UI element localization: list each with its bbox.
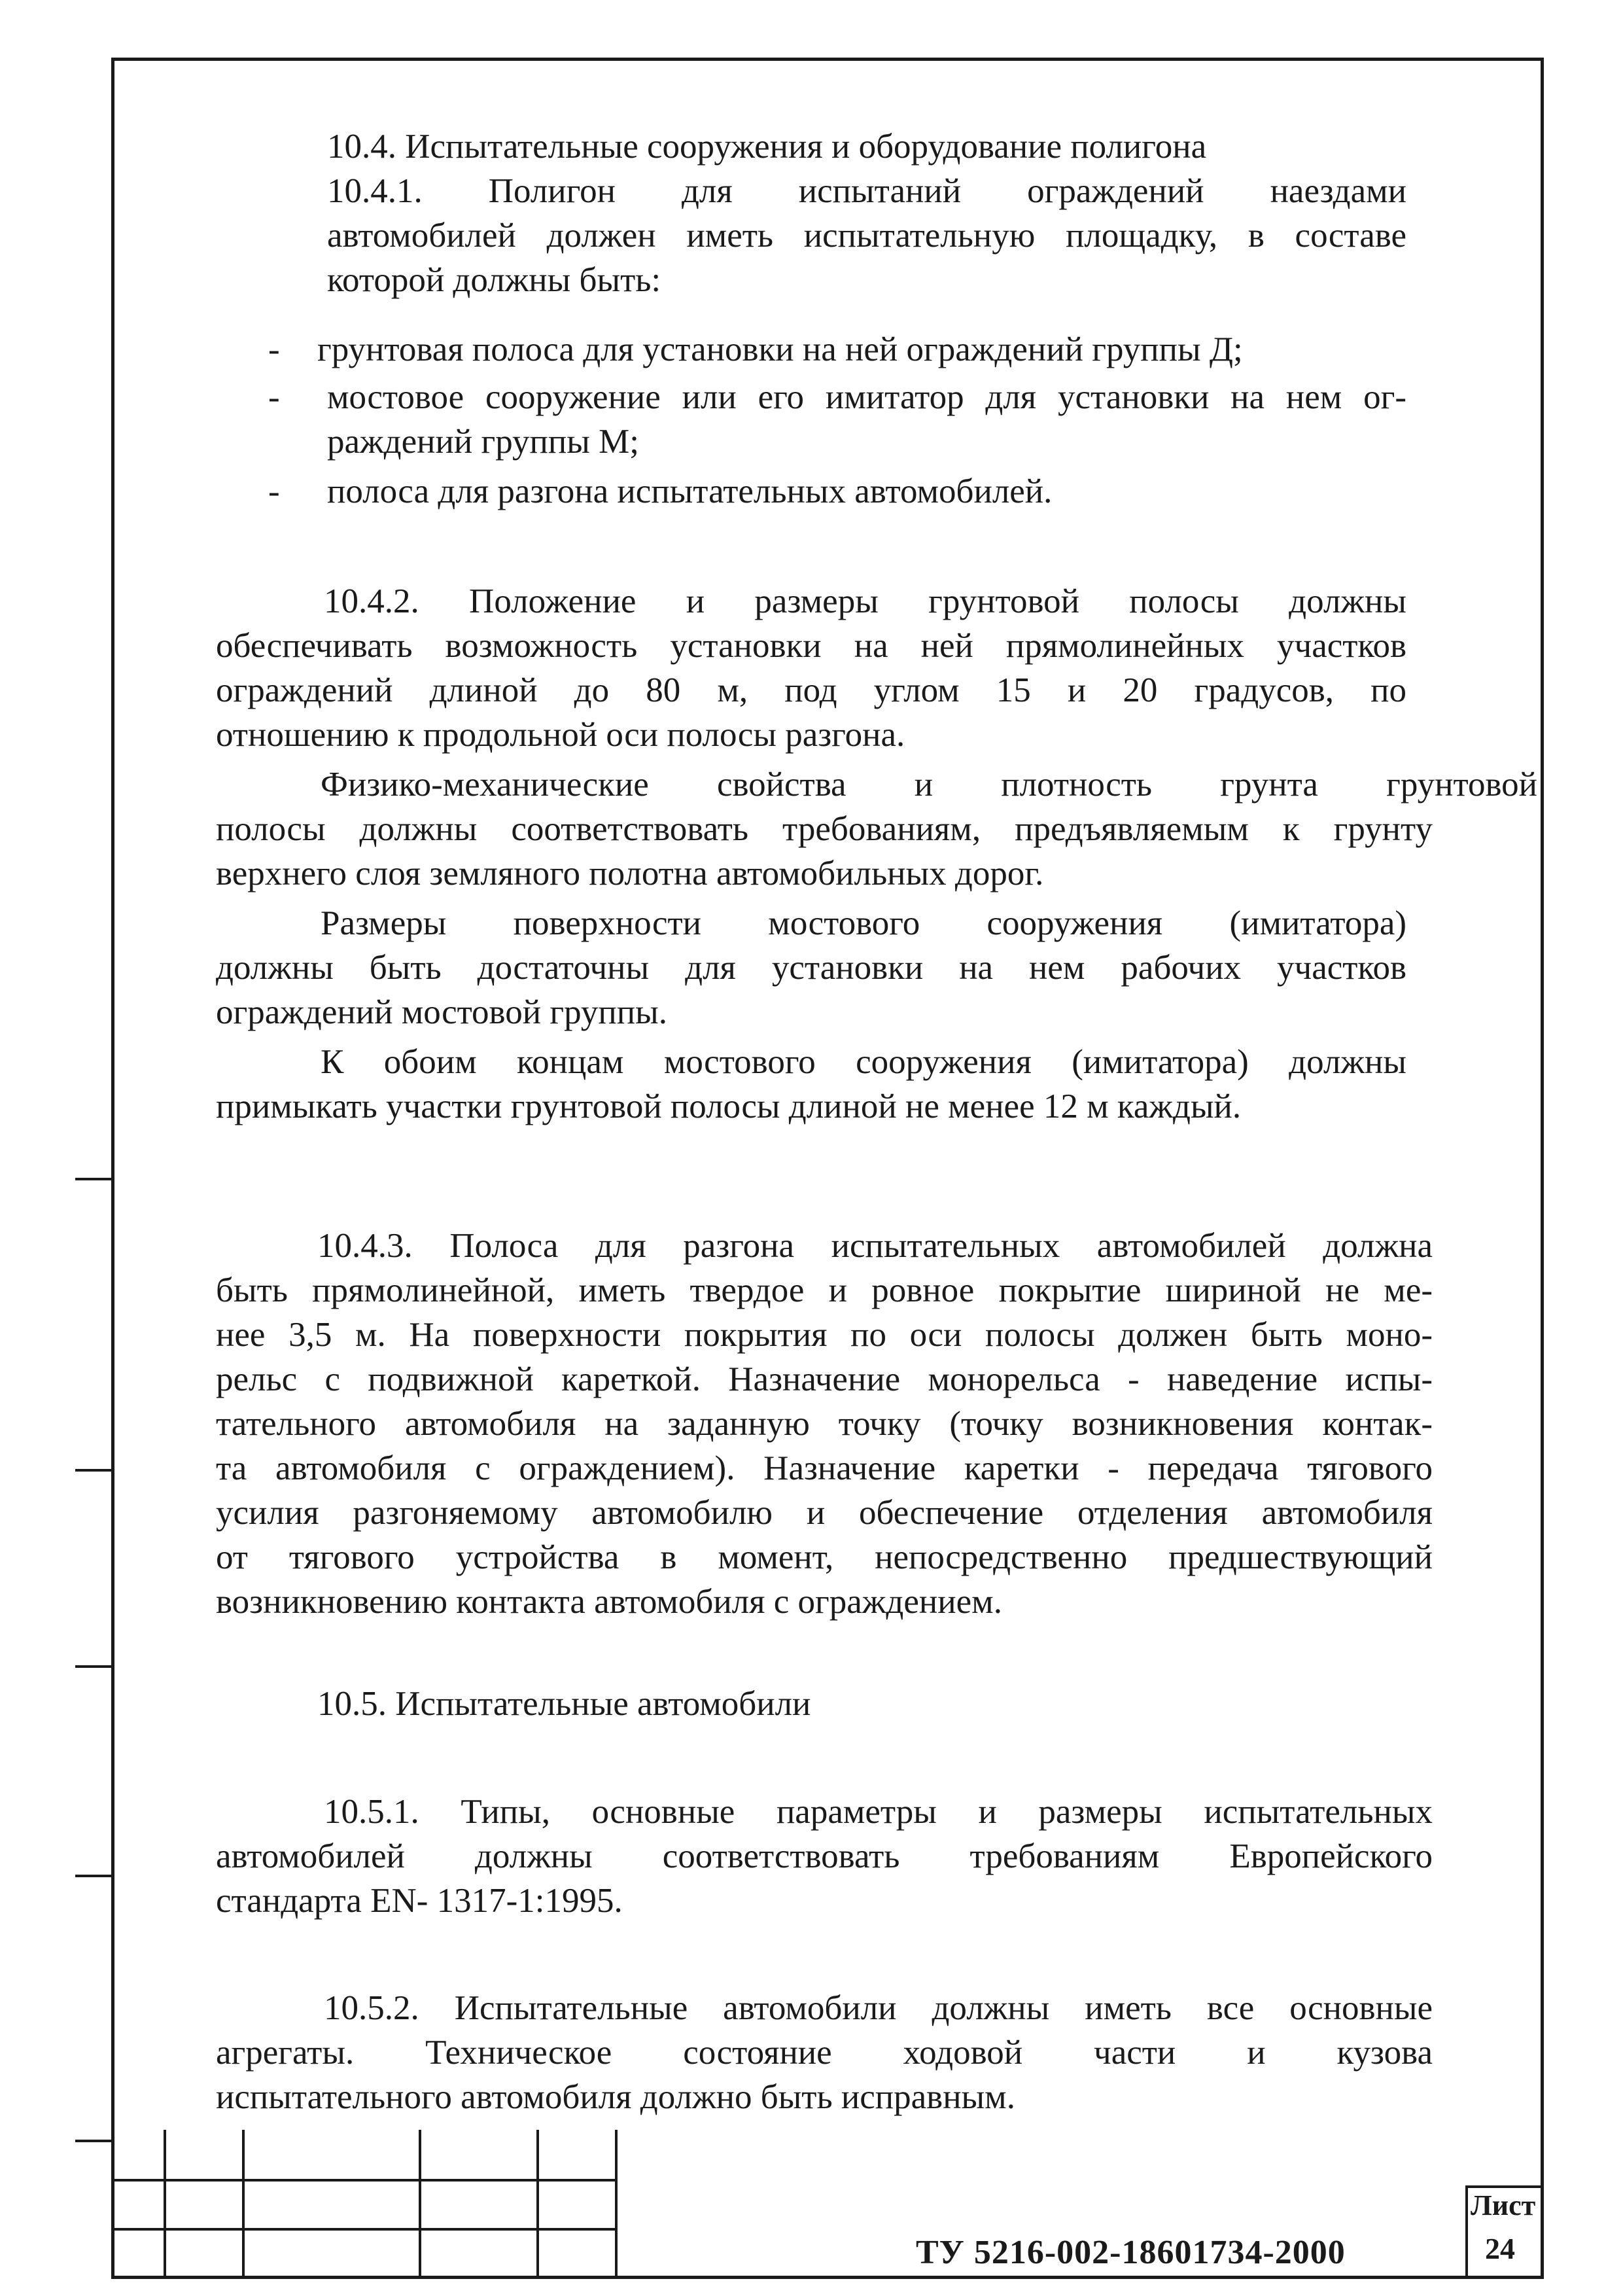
- section-heading-10-4: 10.4. Испытательные сооружения и оборудование полигона: [327, 128, 1207, 166]
- para-line: 10.4.2. Положение и размеры грунтовой полосы должны: [324, 582, 1406, 620]
- stamp-rule: [615, 2130, 618, 2279]
- para-10-4-1-line: 10.4.1. Полигон для испытаний ограждений наездами: [327, 172, 1406, 210]
- para-line: автомобилей должны соответствовать требованиям Европейского: [216, 1837, 1433, 1875]
- list-item: [268, 327, 1406, 372]
- para-line: быть прямолинейной, иметь твердое и ровное покрытие шириной не ме-: [216, 1271, 1433, 1309]
- margin-tick: [75, 1178, 113, 1180]
- list-item-text: мостовое сооружение или его имитатор для установки на нем ог-: [327, 378, 1406, 416]
- list-dash: -: [268, 378, 280, 416]
- stamp-rule: [164, 2130, 166, 2279]
- para-line: должны быть достаточны для установки на нем рабочих участков: [216, 949, 1406, 987]
- para-line: 10.4.3. Полоса для разгона испытательных автомобилей должна: [317, 1227, 1433, 1265]
- section-10-4-3: [216, 1224, 1433, 1624]
- section-heading-10-5: 10.5. Испытательные автомобили: [317, 1685, 811, 1723]
- section-10-4: [327, 124, 1406, 302]
- para-line: рельс с подвижной кареткой. Назначение монорельса - наведение испы-: [216, 1360, 1433, 1398]
- para-line: агрегаты. Техническое состояние ходовой части и кузова: [216, 2034, 1433, 2072]
- para-line: от тягового устройства в момент, непосредственно предшествующий: [216, 1538, 1433, 1576]
- para-line: верхнего слоя земляного полотна автомобильных дорог.: [216, 855, 1044, 892]
- para-line: примыкать участки грунтовой полосы длиной не менее 12 м каждый.: [216, 1087, 1242, 1125]
- para-line: Размеры поверхности мостового сооружения (имитатора): [321, 904, 1406, 942]
- para-line: ограждений мостовой группы.: [216, 993, 667, 1031]
- para-line: 10.5.1. Типы, основные параметры и размеры испытательных: [324, 1793, 1433, 1831]
- margin-tick: [75, 1875, 113, 1877]
- para-line: ограждений длиной до 80 м, под углом 15 и 20 градусов, по: [216, 671, 1406, 709]
- para-line: К обоим концам мостового сооружения (имитатора) должны: [321, 1043, 1406, 1081]
- stamp-rule: [111, 2179, 615, 2181]
- para-line: усилия разгоняемому автомобилю и обеспечение отделения автомобиля: [216, 1494, 1433, 1532]
- stamp-rule: [111, 2228, 615, 2231]
- para-line: 10.5.2. Испытательные автомобили должны иметь все основные: [324, 1989, 1433, 2027]
- para-line: возникновению контакта автомобиля с ограждением.: [216, 1583, 1002, 1621]
- section-10-4-2: [216, 579, 1537, 1129]
- list-item-text: раждений группы М;: [327, 423, 639, 461]
- list-item: [268, 375, 1406, 419]
- document-code: ТУ 5216-002-18601734-2000: [916, 2234, 1346, 2271]
- stamp-rule: [242, 2130, 245, 2279]
- para-line: та автомобиля с ограждением). Назначение каретки - передача тягового: [216, 1449, 1433, 1487]
- para-line: отношению к продольной оси полосы разгона.: [216, 716, 905, 754]
- requirements-list: [268, 327, 1406, 514]
- section-10-5-2: [216, 1986, 1433, 2119]
- list-item-continuation: [321, 419, 1406, 464]
- margin-tick: [75, 1469, 113, 1472]
- list-dash: -: [268, 330, 280, 368]
- sheet-label: Лист: [1471, 2189, 1536, 2221]
- list-item: [268, 469, 1406, 514]
- para-line: полосы должны соответствовать требованиям, предъявляемым к грунту: [216, 810, 1433, 848]
- margin-tick: [75, 2140, 113, 2142]
- para-line: Физико-механические свойства и плотность грунта грунтовой: [321, 766, 1537, 804]
- margin-tick: [75, 1665, 113, 1668]
- list-dash: -: [268, 472, 280, 510]
- stamp-rule: [419, 2130, 421, 2279]
- para-10-4-1-line: автомобилей должен иметь испытательную площадку, в составе: [327, 217, 1406, 255]
- para-line: обеспечивать возможность установки на ней прямолинейных участков: [216, 627, 1406, 665]
- para-10-4-1-line: которой должны быть:: [327, 261, 661, 299]
- list-item-text: полоса для разгона испытательных автомобилей.: [327, 472, 1053, 510]
- para-line: тательного автомобиля на заданную точку (точку возникновения контак-: [216, 1405, 1433, 1443]
- para-line: испытательного автомобиля должно быть исправным.: [216, 2078, 1015, 2116]
- sheet-number: 24: [1485, 2232, 1515, 2265]
- list-item-text: грунтовая полоса для установки на ней ограждений группы Д;: [317, 330, 1243, 368]
- para-line: стандарта EN- 1317-1:1995.: [216, 1882, 623, 1920]
- section-10-5-1: [216, 1790, 1433, 1923]
- para-line: нее 3,5 м. На поверхности покрытия по оси полосы должен быть моно-: [216, 1316, 1433, 1354]
- stamp-rule: [536, 2130, 539, 2279]
